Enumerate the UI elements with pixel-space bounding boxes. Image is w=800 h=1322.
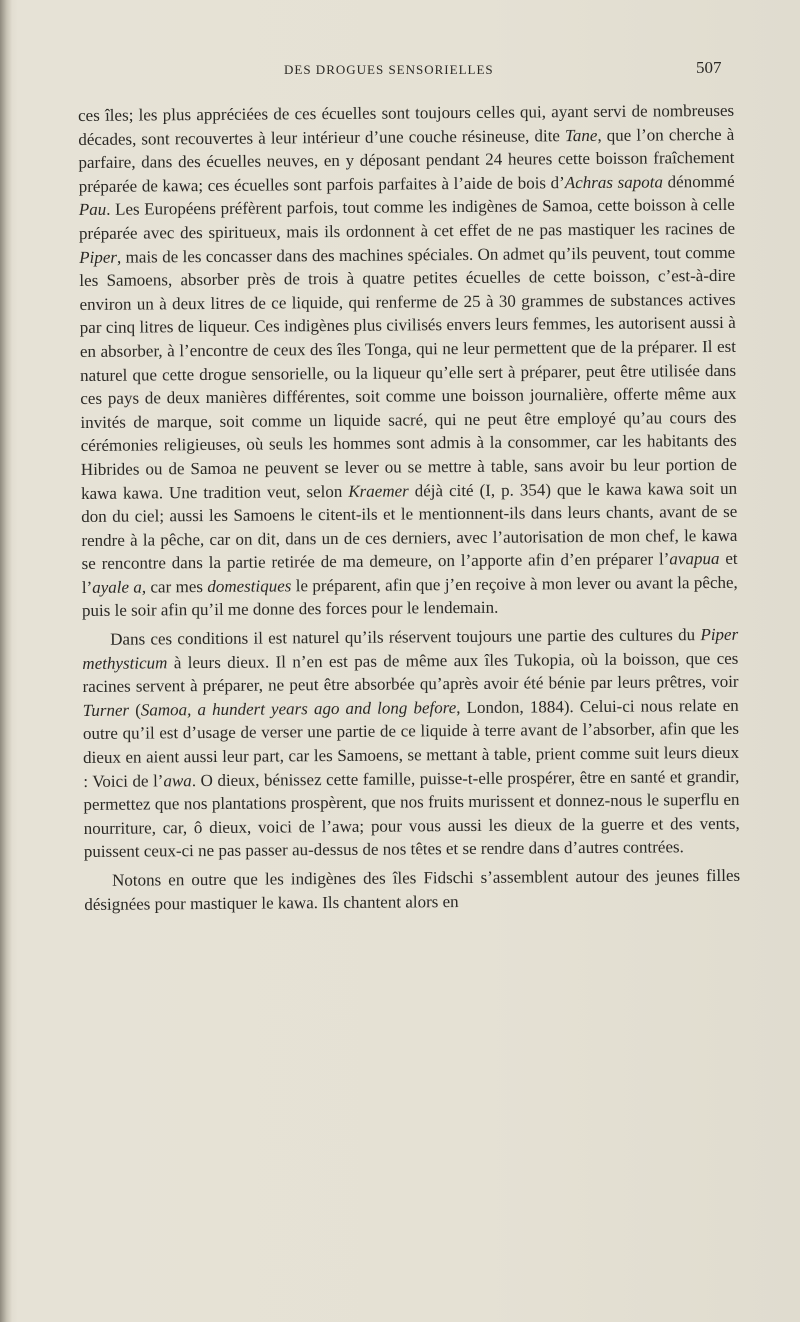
text-run: dénommé (662, 171, 735, 192)
text-run: et l’ (81, 549, 738, 597)
italic-text: avapua (669, 549, 720, 569)
text-run: , London, 1884). Celui-ci nous relate en outre qu’il est d’usage de verser une partie de ce liquide à terre avant de l’absorber, afin que les dieux en aient aussi leur part, car les Samoens, se mettant à table, prient comme suit leurs dieux : Voici de l’ (82, 695, 740, 791)
text-run: , que l’on cherche à parfaire, dans des écuelles neuves, en y déposant pendant 24 heures cette boisson fraîchement préparée de kawa; ces écuelles sont parfois parfaites à l’aide de bois d’ (78, 124, 735, 196)
italic-text: ayale a (92, 577, 142, 597)
italic-text: Pau (78, 200, 107, 220)
italic-text: Turner (82, 700, 130, 720)
italic-text: Piper methysticum (82, 624, 739, 673)
page-number: 507 (696, 58, 722, 77)
text-run: ces îles; les plus appréciées de ces écuelles sont toujours celles qui, ayant servi de nombreuses décades, sont recouvertes à leur intérieur d’une couche résineuse, dite (78, 100, 735, 149)
paragraph-1 (78, 99, 738, 623)
italic-text: Achras sapota (564, 172, 664, 192)
text-run: . Les Européens préfèrent parfois, tout comme les indigènes de Samoa, cette boisson à celle préparée avec des spiritueux, mais ils ordonnent à cet effet de ne pas mastiquer les racines de (78, 195, 736, 243)
paragraph-3 (84, 864, 740, 916)
italic-text: Kraemer (348, 480, 409, 501)
text-run: ( (128, 700, 141, 720)
text-run: le préparent, afin que j’en reçoive à mon lever ou avant la pêche, puis le soir afin qu’il me donne des forces pour le lendemain. (81, 572, 738, 621)
italic-text: awa (163, 770, 192, 790)
text-run: , mais de les concasser dans des machines spéciales. On admet qu’ils peuvent, tout comme les Samoens, absorber près de trois à quatre petites écuelles de cette boisson, c’est-à-dire environ un à deux litres de ce liquide, qui renferme de 25 à 30 grammes de substances actives par cinq litres de liqueur. Ces indigènes plus civilisés envers leurs femmes, les autorisent aussi à en absorber, à l’encontre de ceux des îles Tonga, qui ne leur permettent que de la préparer. Il est naturel que cette drogue sensorielle, ou la liqueur qu’elle sert à préparer, peut être utilisée dans ces pays de deux manières différentes, soit comme une boisson journalière, offerte même aux invités de marque, soit comme un liquide sacré, qui ne peut être employé qu’au cours des cérémonies religieuses, où seuls les hommes sont admis à la consommer, car les habitants des Hibrides ou de Samoa ne peuvent se lever ou se mettre à table, sans avoir bu leur portion de kawa kawa. Une tradition veut, selon (79, 242, 737, 503)
body-text (78, 99, 740, 916)
running-title: DES DROGUES SENSORIELLES (284, 62, 494, 77)
text-run: à leurs dieux. Il n’en est pas de même aux îles Tukopia, où la boisson, que ces racines servent à préparer, ne peut être absorbée qu’après avoir été bénie par leurs prêtres, voir (82, 648, 739, 697)
text-run: Notons en outre que les indigènes des îles Fidschi s’assemblent autour des jeunes filles désignées pour mastiquer le kawa. Ils chantent alors en (84, 865, 741, 914)
italic-text: Tane (564, 125, 598, 145)
text-run: déjà cité (I, p. 354) que le kawa kawa soit un don du ciel; aussi les Samoens le citent-ils et le mentionnent-ils dans leurs chants, avant de se rendre à la pêche, car on dit, dans un de ces derniers, avec l’autorisation de mon chef, le kawa se rencontre dans la partie retirée de ma demeure, on l’apporte afin d’en préparer l’ (81, 478, 738, 574)
text-run: . O dieux, bénissez cette famille, puisse-t-elle prospérer, être en santé et grandir, permettez que nos plantations prospèrent, que nos fruits murissent et donnez-nous le superflu en nourriture, car, ô dieux, voici de l’awa; pour vous aussi les dieux de la guerre et des vents, puissent ceux-ci ne pas passer au-dessus de nos têtes et se rendre dans d’autres contrées. (83, 766, 740, 862)
paragraph-2 (82, 623, 740, 864)
italic-text: domestiques (207, 576, 292, 596)
text-run: , car mes (141, 576, 208, 597)
page-spine-shadow (0, 0, 12, 1322)
text-run: Dans ces conditions il est naturel qu’ils réservent toujours une partie des cultures du (110, 625, 701, 649)
italic-text: Samoa, a hundert years ago and long before (140, 697, 457, 720)
italic-text: Piper (79, 247, 118, 267)
